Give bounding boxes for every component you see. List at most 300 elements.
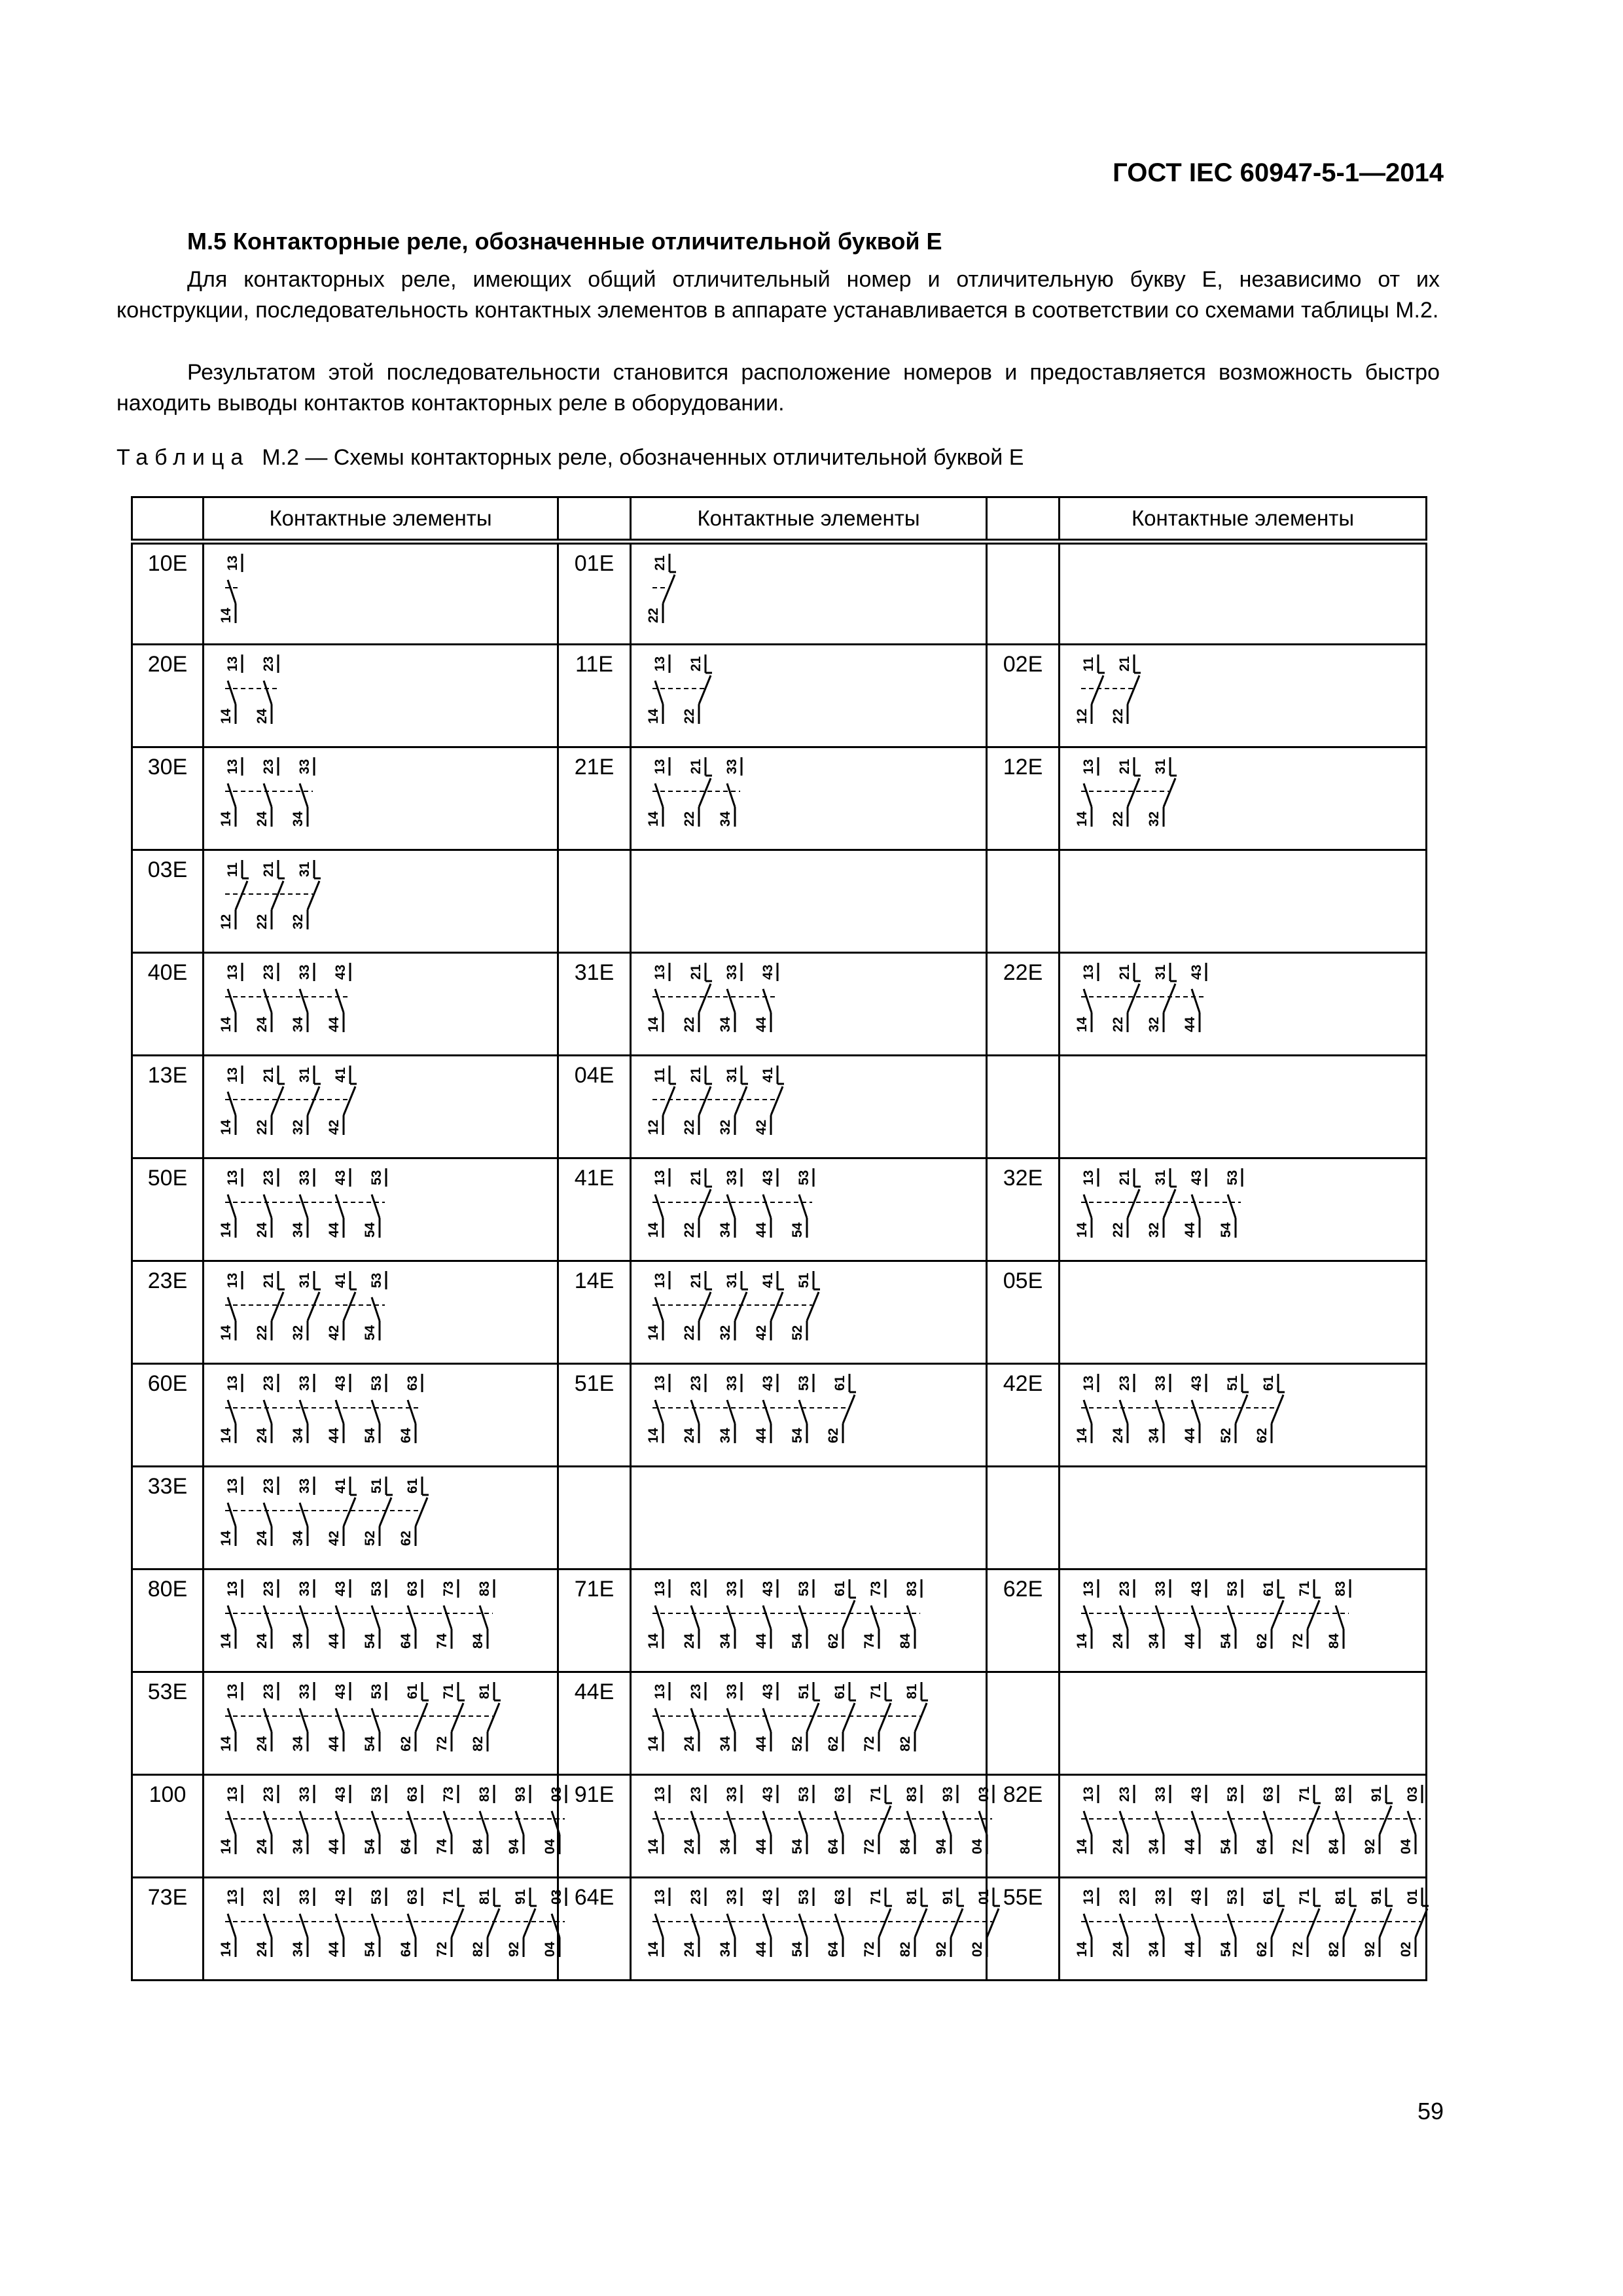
table-row [132, 747, 1427, 850]
terminal-number: 23 [261, 1375, 276, 1391]
contact-elements-diagram [1060, 542, 1427, 645]
no-contact-symbol [718, 963, 741, 1032]
contact-elements-diagram [631, 1570, 987, 1672]
terminal-number: 72 [1291, 1839, 1306, 1854]
terminal-number: 53 [796, 1786, 812, 1802]
terminal-number: 33 [724, 1581, 740, 1596]
no-contact-symbol [1399, 1785, 1422, 1854]
terminal-number: 24 [255, 1941, 270, 1957]
terminal-number: 34 [291, 1222, 306, 1238]
contact-elements-diagram [204, 850, 558, 953]
terminal-number: 81 [904, 1683, 919, 1699]
terminal-number: 21 [1117, 759, 1132, 774]
page-number: 59 [1417, 2098, 1444, 2125]
terminal-number: 22 [682, 1325, 697, 1340]
paragraph-2: Результатом этой последовательности становится расположение номеров и предоставляется возможность быстро находить выводы контактов контакторных реле в оборудовании. [116, 360, 1440, 416]
terminal-number: 13 [225, 1889, 240, 1905]
terminal-number: 14 [1075, 1016, 1090, 1032]
terminal-number: 24 [255, 1839, 270, 1854]
terminal-number: 61 [405, 1683, 420, 1699]
terminal-number: 14 [219, 708, 234, 724]
contact-elements-diagram [1060, 1878, 1427, 1981]
contact-elements-diagram [631, 1158, 987, 1261]
terminal-number: 43 [333, 1375, 348, 1391]
terminal-number: 33 [724, 1375, 740, 1391]
no-contact-symbol [718, 1374, 741, 1443]
table-row [132, 1261, 1427, 1364]
terminal-number: 33 [297, 1683, 312, 1699]
terminal-number: 14 [219, 1633, 234, 1649]
terminal-number: 13 [1081, 1581, 1096, 1596]
relay-code: 51E [558, 1364, 631, 1467]
terminal-number: 54 [363, 1941, 378, 1957]
terminal-number: 71 [441, 1683, 456, 1699]
contact-elements-diagram [631, 1364, 987, 1467]
terminal-number: 34 [1147, 1941, 1162, 1957]
terminal-number: 72 [862, 1941, 877, 1957]
terminal-number: 23 [688, 1683, 704, 1699]
table-caption [116, 445, 1024, 471]
contact-elements-diagram [631, 1775, 991, 1878]
terminal-number: 71 [868, 1889, 883, 1905]
contact-elements-diagram [1060, 1672, 1427, 1775]
terminal-number: 52 [790, 1736, 805, 1751]
terminal-number: 53 [1225, 1581, 1240, 1596]
terminal-number: 22 [682, 1016, 697, 1032]
terminal-number: 22 [1111, 1222, 1126, 1238]
terminal-number: 41 [333, 1272, 348, 1288]
terminal-number: 84 [471, 1633, 486, 1649]
terminal-number: 53 [369, 1786, 384, 1802]
table-row [132, 1878, 1427, 1981]
terminal-number: 71 [1297, 1581, 1312, 1596]
no-contact-symbol [1147, 1579, 1170, 1649]
contact-schematic [1077, 752, 1205, 837]
terminal-number: 23 [1117, 1375, 1132, 1391]
terminal-number: 81 [477, 1683, 492, 1699]
terminal-number: 71 [441, 1889, 456, 1905]
relay-code: 03E [132, 850, 204, 953]
table-row [132, 645, 1427, 747]
terminal-number: 32 [1147, 1222, 1162, 1238]
terminal-number: 34 [291, 811, 306, 827]
terminal-number: 73 [868, 1581, 883, 1596]
terminal-number: 82 [471, 1941, 486, 1957]
relay-code: 60E [132, 1364, 204, 1467]
terminal-number: 14 [219, 1016, 234, 1032]
contact-schematic [646, 752, 776, 837]
terminal-number: 24 [682, 1633, 697, 1649]
terminal-number: 02 [970, 1941, 985, 1957]
terminal-number: 54 [790, 1222, 805, 1238]
contact-elements-diagram [204, 645, 558, 747]
relay-code: 20E [132, 645, 204, 747]
terminal-number: 33 [724, 964, 740, 980]
contact-elements-diagram [204, 542, 558, 645]
terminal-number: 54 [363, 1325, 378, 1340]
terminal-number: 21 [261, 1067, 276, 1083]
terminal-number: 62 [826, 1633, 841, 1649]
no-contact-symbol [291, 1477, 314, 1546]
no-contact-symbol [219, 1888, 242, 1957]
contact-elements-diagram [204, 1467, 558, 1570]
terminal-number: 24 [1111, 1427, 1126, 1443]
terminal-number: 24 [682, 1941, 697, 1957]
contact-elements-diagram [204, 1364, 558, 1467]
relay-code [558, 850, 631, 953]
contact-schematic [221, 855, 349, 940]
no-contact-symbol [718, 1168, 741, 1238]
terminal-number: 43 [760, 1170, 776, 1185]
terminal-number: 11 [1081, 656, 1096, 672]
terminal-number: 34 [1147, 1633, 1162, 1649]
no-contact-symbol [219, 1271, 242, 1340]
no-contact-symbol [646, 1168, 669, 1238]
terminal-number: 34 [718, 1222, 733, 1238]
terminal-number: 44 [1183, 1427, 1198, 1443]
terminal-number: 04 [543, 1839, 558, 1854]
terminal-number: 13 [1081, 759, 1096, 774]
contact-elements-diagram [631, 542, 987, 645]
no-contact-symbol [898, 1579, 921, 1649]
terminal-number: 53 [369, 1170, 384, 1185]
terminal-number: 61 [832, 1683, 847, 1699]
contact-schematic [221, 1060, 385, 1145]
terminal-number: 41 [333, 1067, 348, 1083]
terminal-number: 14 [646, 1325, 661, 1340]
contact-elements-diagram [1060, 1056, 1427, 1158]
terminal-number: 44 [327, 1427, 342, 1443]
contact-schematic [1077, 1369, 1313, 1454]
contact-elements-diagram [204, 1158, 558, 1261]
terminal-number: 53 [796, 1889, 812, 1905]
terminal-number: 44 [1183, 1222, 1198, 1238]
terminal-number: 44 [327, 1941, 342, 1957]
table-caption-prefix: Таблица [116, 445, 250, 470]
terminal-number: 13 [652, 1272, 668, 1288]
terminal-number: 34 [291, 1016, 306, 1032]
terminal-number: 53 [796, 1375, 812, 1391]
terminal-number: 24 [255, 811, 270, 827]
terminal-number: 61 [832, 1581, 847, 1596]
no-contact-symbol [718, 1682, 741, 1751]
terminal-number: 34 [718, 1016, 733, 1032]
terminal-number: 33 [724, 759, 740, 774]
terminal-number: 62 [1255, 1633, 1270, 1649]
relay-code [987, 542, 1060, 645]
terminal-number: 34 [291, 1530, 306, 1546]
terminal-number: 91 [1369, 1889, 1384, 1905]
terminal-number: 21 [1117, 656, 1132, 672]
terminal-number: 84 [1327, 1839, 1342, 1854]
terminal-number: 24 [1111, 1941, 1126, 1957]
relay-code: 11E [558, 645, 631, 747]
contact-schematic [1077, 1780, 1457, 1865]
terminal-number: 54 [1219, 1839, 1234, 1854]
terminal-number: 91 [513, 1889, 528, 1905]
contact-schematic [1077, 958, 1241, 1043]
terminal-number: 62 [826, 1427, 841, 1443]
terminal-number: 53 [369, 1889, 384, 1905]
terminal-number: 13 [1081, 1170, 1096, 1185]
terminal-number: 94 [934, 1839, 949, 1854]
terminal-number: 72 [435, 1736, 450, 1751]
terminal-number: 33 [1153, 1581, 1168, 1596]
terminal-number: 34 [291, 1633, 306, 1649]
terminal-number: 72 [862, 1839, 877, 1854]
terminal-number: 03 [1405, 1786, 1420, 1802]
terminal-number: 33 [724, 1683, 740, 1699]
terminal-number: 22 [255, 1325, 270, 1340]
terminal-number: 54 [363, 1736, 378, 1751]
terminal-number: 73 [441, 1581, 456, 1596]
relay-code: 22E [987, 953, 1060, 1056]
no-contact-symbol [219, 1374, 242, 1443]
terminal-number: 24 [1111, 1839, 1126, 1854]
terminal-number: 44 [754, 1016, 769, 1032]
terminal-number: 54 [1219, 1941, 1234, 1957]
terminal-number: 92 [507, 1941, 522, 1957]
terminal-number: 13 [652, 759, 668, 774]
terminal-number: 43 [760, 1683, 776, 1699]
terminal-number: 13 [652, 1683, 668, 1699]
terminal-number: 54 [363, 1633, 378, 1649]
no-contact-symbol [718, 1579, 741, 1649]
terminal-number: 92 [1363, 1941, 1378, 1957]
terminal-number: 92 [1363, 1839, 1378, 1854]
terminal-number: 43 [760, 964, 776, 980]
terminal-number: 53 [369, 1581, 384, 1596]
no-contact-symbol [646, 757, 669, 827]
no-contact-symbol [291, 757, 314, 827]
terminal-number: 13 [225, 1478, 240, 1494]
contact-elements-diagram [631, 1467, 987, 1570]
contact-elements-diagram [631, 1878, 991, 1981]
terminal-number: 22 [682, 1119, 697, 1135]
terminal-number: 14 [646, 811, 661, 827]
contact-schematic [1077, 1882, 1457, 1967]
contact-elements-diagram [1060, 747, 1427, 850]
contact-elements-diagram [204, 953, 558, 1056]
relay-code: 44E [558, 1672, 631, 1775]
document-header: ГОСТ IEC 60947-5-1—2014 [1113, 158, 1444, 187]
terminal-number: 14 [219, 1941, 234, 1957]
terminal-number: 23 [1117, 1889, 1132, 1905]
terminal-number: 12 [219, 914, 234, 929]
terminal-number: 31 [724, 1067, 740, 1083]
terminal-number: 64 [399, 1427, 414, 1443]
no-contact-symbol [219, 1579, 242, 1649]
no-contact-symbol [291, 1682, 314, 1751]
terminal-number: 51 [1225, 1375, 1240, 1391]
section-title: М.5 Контакторные реле, обозначенные отличительной буквой Е [187, 228, 942, 255]
contact-schematic [646, 958, 812, 1043]
terminal-number: 53 [1225, 1786, 1240, 1802]
header-code-cell-1 [132, 497, 204, 542]
terminal-number: 82 [898, 1941, 913, 1957]
terminal-number: 41 [333, 1478, 348, 1494]
terminal-number: 14 [646, 1427, 661, 1443]
contact-elements-diagram [1060, 1775, 1427, 1878]
terminal-number: 14 [219, 1839, 234, 1854]
terminal-number: 14 [219, 1530, 234, 1546]
relay-code: 14E [558, 1261, 631, 1364]
terminal-number: 61 [1261, 1375, 1276, 1391]
contact-schematic [646, 1882, 1028, 1967]
contact-schematic [1077, 1163, 1277, 1248]
table-caption-text: М.2 — Схемы контакторных реле, обозначенных отличительной буквой Е [262, 445, 1024, 470]
terminal-number: 72 [435, 1941, 450, 1957]
terminal-number: 82 [1327, 1941, 1342, 1957]
table-row [132, 542, 1427, 645]
no-contact-symbol [1075, 1785, 1098, 1854]
terminal-number: 74 [862, 1633, 877, 1649]
terminal-number: 72 [1291, 1941, 1306, 1957]
table-row [132, 1672, 1427, 1775]
terminal-number: 44 [754, 1222, 769, 1238]
table-row [132, 1467, 1427, 1570]
relay-code: 73E [132, 1878, 204, 1981]
terminal-number: 33 [724, 1786, 740, 1802]
terminal-number: 13 [652, 1375, 668, 1391]
contact-schematic [221, 1163, 421, 1248]
terminal-number: 14 [1075, 1941, 1090, 1957]
terminal-number: 42 [754, 1325, 769, 1340]
terminal-number: 54 [363, 1222, 378, 1238]
terminal-number: 51 [796, 1683, 812, 1699]
contact-elements-diagram [631, 953, 987, 1056]
terminal-number: 44 [1183, 1633, 1198, 1649]
no-contact-symbol [291, 1168, 314, 1238]
terminal-number: 43 [760, 1581, 776, 1596]
terminal-number: 31 [297, 1272, 312, 1288]
terminal-number: 41 [760, 1067, 776, 1083]
terminal-number: 22 [255, 914, 270, 929]
no-contact-symbol [646, 1785, 669, 1854]
terminal-number: 44 [327, 1222, 342, 1238]
terminal-number: 74 [435, 1633, 450, 1649]
terminal-number: 24 [682, 1839, 697, 1854]
terminal-number: 33 [297, 1375, 312, 1391]
terminal-number: 53 [369, 1272, 384, 1288]
terminal-number: 13 [652, 964, 668, 980]
terminal-number: 23 [688, 1581, 704, 1596]
terminal-number: 31 [724, 1272, 740, 1288]
terminal-number: 01 [976, 1889, 991, 1905]
terminal-number: 14 [646, 1941, 661, 1957]
terminal-number: 71 [868, 1786, 883, 1802]
relay-code: 21E [558, 747, 631, 850]
terminal-number: 32 [1147, 811, 1162, 827]
terminal-number: 33 [724, 1889, 740, 1905]
contact-schematic [221, 958, 385, 1043]
terminal-number: 21 [261, 861, 276, 877]
terminal-number: 44 [754, 1633, 769, 1649]
terminal-number: 91 [1369, 1786, 1384, 1802]
relay-code: 05E [987, 1261, 1060, 1364]
no-contact-symbol [219, 1785, 242, 1854]
terminal-number: 42 [327, 1119, 342, 1135]
terminal-number: 13 [225, 1683, 240, 1699]
terminal-number: 14 [1075, 1839, 1090, 1854]
terminal-number: 33 [724, 1170, 740, 1185]
terminal-number: 54 [363, 1427, 378, 1443]
terminal-number: 33 [297, 1889, 312, 1905]
terminal-number: 43 [1189, 1889, 1204, 1905]
contact-schematic [646, 1780, 1028, 1865]
terminal-number: 43 [333, 964, 348, 980]
terminal-number: 34 [718, 1633, 733, 1649]
no-contact-symbol [471, 1785, 494, 1854]
contact-schematic [221, 1882, 601, 1967]
contact-schematic [646, 1060, 812, 1145]
relay-code: 02E [987, 645, 1060, 747]
terminal-number: 03 [549, 1889, 564, 1905]
no-contact-symbol [291, 1785, 314, 1854]
terminal-number: 91 [940, 1889, 955, 1905]
terminal-number: 33 [297, 1170, 312, 1185]
contact-elements-diagram [204, 1775, 564, 1878]
terminal-number: 21 [688, 1170, 704, 1185]
terminal-number: 44 [327, 1736, 342, 1751]
terminal-number: 34 [718, 1427, 733, 1443]
terminal-number: 63 [832, 1786, 847, 1802]
terminal-number: 24 [255, 1736, 270, 1751]
terminal-number: 84 [471, 1839, 486, 1854]
relay-code [987, 1467, 1060, 1570]
terminal-number: 13 [652, 1170, 668, 1185]
contact-schematic [221, 649, 313, 734]
contact-schematic [221, 1574, 529, 1659]
terminal-number: 23 [1117, 1581, 1132, 1596]
terminal-number: 24 [255, 1016, 270, 1032]
contact-elements-diagram [204, 1672, 558, 1775]
relay-code: 31E [558, 953, 631, 1056]
terminal-number: 14 [646, 1736, 661, 1751]
terminal-number: 34 [718, 811, 733, 827]
terminal-number: 13 [1081, 1375, 1096, 1391]
contact-elements-diagram [1060, 1570, 1427, 1672]
relay-code: 62E [987, 1570, 1060, 1672]
no-contact-symbol [646, 1888, 669, 1957]
terminal-number: 81 [904, 1889, 919, 1905]
terminal-number: 13 [652, 1889, 668, 1905]
terminal-number: 33 [1153, 1786, 1168, 1802]
no-contact-symbol [219, 1682, 242, 1751]
contact-schematic [646, 1574, 956, 1659]
terminal-number: 33 [297, 1786, 312, 1802]
relay-code [987, 850, 1060, 953]
terminal-number: 23 [261, 1170, 276, 1185]
terminal-number: 14 [646, 1839, 661, 1854]
contact-elements-diagram [204, 1878, 564, 1981]
contact-elements-diagram [631, 645, 987, 747]
no-contact-symbol [219, 1066, 242, 1135]
terminal-number: 13 [652, 1786, 668, 1802]
terminal-number: 21 [688, 759, 704, 774]
terminal-number: 11 [225, 862, 240, 877]
terminal-number: 53 [1225, 1170, 1240, 1185]
no-contact-symbol [718, 757, 741, 827]
paragraph-1: Для контакторных реле, имеющих общий отличительный номер и отличительную букву Е, независимо от их конструкции, последовательность контактных элементов в аппарате устанавливается в соответствии со схемами таблицы М.2. [116, 267, 1440, 323]
terminal-number: 84 [898, 1633, 913, 1649]
terminal-number: 54 [1219, 1222, 1234, 1238]
relay-code: 80E [132, 1570, 204, 1672]
terminal-number: 53 [796, 1581, 812, 1596]
relay-code [987, 1056, 1060, 1158]
terminal-number: 52 [790, 1325, 805, 1340]
terminal-number: 23 [688, 1375, 704, 1391]
